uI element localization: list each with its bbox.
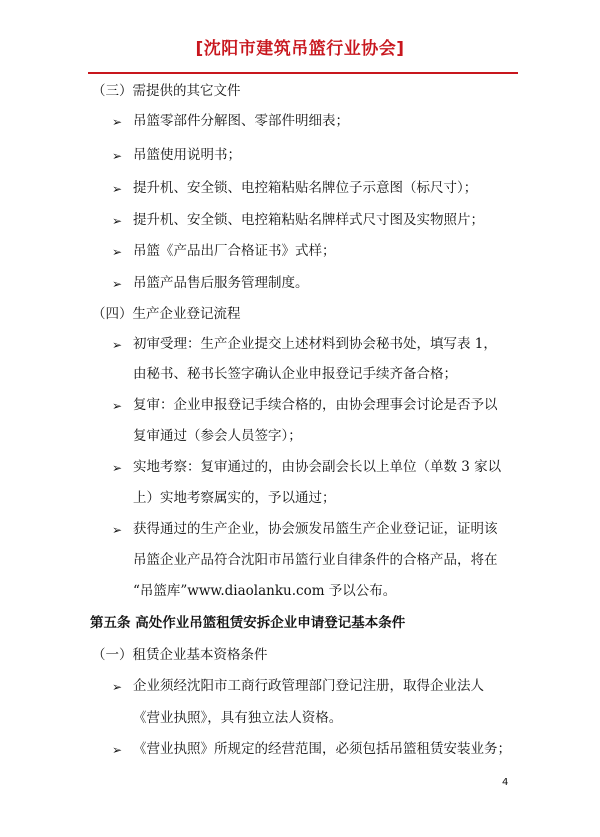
list-item: 《营业执照》所规定的经营范围，必须包括吊篮租赁安装业务； [133,741,511,757]
section-5-1-title: （一）租赁企业基本资格条件 [92,647,268,663]
header-title: [沈阳市建筑吊篮行业协会] [195,39,405,59]
list-item: 实地考察：复审通过的，由协会副会长以上单位（单数 3 家以 [133,459,502,475]
list-item: 提升机、安全锁、电控箱粘贴名牌样式尺寸图及实物照片； [133,212,484,228]
bullet-arrow-icon: ➢ [112,523,123,537]
bullet-arrow-icon: ➢ [112,680,123,694]
list-item: 复审：企业申报登记手续合格的，由协会理事会讨论是否予以 [133,397,498,413]
list-item: 吊篮使用说明书； [133,147,241,163]
list-item-continuation: “吊篮库”www.diaolanku.com 予以公布。 [133,583,397,599]
list-item-continuation: 上）实地考察属实的，予以通过； [133,490,336,506]
bullet-arrow-icon: ➢ [112,245,123,259]
list-item: 获得通过的生产企业，协会颁发吊篮生产企业登记证，证明该 [133,521,498,537]
list-item-continuation: 《营业执照》，具有独立法人资格。 [133,710,343,726]
list-item: 初审受理：生产企业提交上述材料到协会秘书处，填写表 1， [133,336,497,352]
header-rule [88,72,518,74]
bullet-arrow-icon: ➢ [112,461,123,475]
list-item-continuation: 吊篮企业产品符合沈阳市吊篮行业自律条件的合格产品，将在 [133,552,498,568]
bullet-arrow-icon: ➢ [112,214,123,228]
list-item: 吊篮零部件分解图、零部件明细表； [133,113,349,129]
section-4-title: （四）生产企业登记流程 [92,306,241,322]
bullet-arrow-icon: ➢ [112,182,123,196]
article-5-heading: 第五条 高处作业吊篮租赁安拆企业申请登记基本条件 [90,615,406,631]
list-item-continuation: 由秘书、秘书长签字确认企业申报登记手续齐备合格； [133,366,457,382]
section-3-title: （三）需提供的其它文件 [92,83,241,99]
bullet-arrow-icon: ➢ [112,115,123,129]
list-item: 提升机、安全锁、电控箱粘贴名牌位子示意图（标尺寸）； [133,180,478,196]
bullet-arrow-icon: ➢ [112,743,123,757]
list-item: 吊篮《产品出厂合格证书》式样； [133,243,336,259]
bullet-arrow-icon: ➢ [112,338,123,352]
bullet-arrow-icon: ➢ [112,277,123,291]
list-item-continuation: 复审通过（参会人员签字）； [133,428,302,444]
list-item: 吊篮产品售后服务管理制度。 [133,275,309,291]
list-item: 企业须经沈阳市工商行政管理部门登记注册，取得企业法人 [133,678,484,694]
page-number: 4 [502,777,509,788]
bullet-arrow-icon: ➢ [112,149,123,163]
bullet-arrow-icon: ➢ [112,399,123,413]
